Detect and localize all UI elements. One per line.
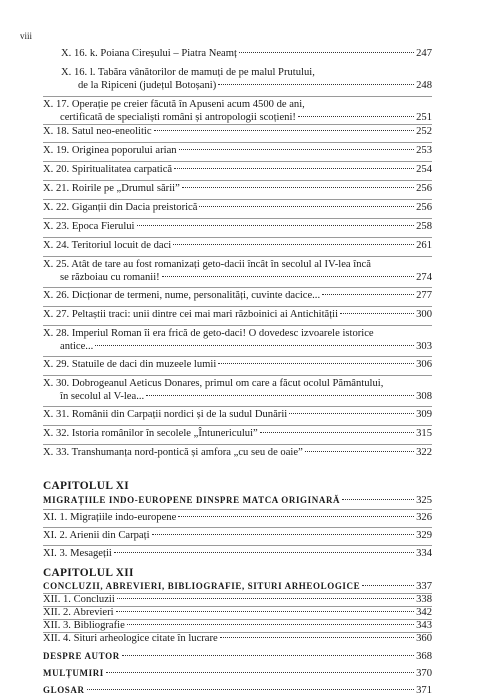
dot-leader bbox=[114, 552, 414, 553]
toc-entry-title: X. 19. Originea poporului arian bbox=[43, 145, 177, 156]
toc-entry-title: X. 32. Istoria românilor în secolele „Întunericului” bbox=[43, 428, 258, 439]
toc-entry-page: 360 bbox=[416, 633, 432, 644]
toc-entry-title: X. 27. Peltaștii traci: unii dintre cei mai mari războinici ai Antichității bbox=[43, 309, 339, 320]
page-number: viii bbox=[20, 31, 33, 41]
back-matter-entry[interactable] bbox=[43, 685, 432, 696]
toc-entry-page: 326 bbox=[416, 512, 432, 523]
toc-entry[interactable] bbox=[43, 607, 432, 620]
toc-entry-page: 368 bbox=[416, 651, 432, 662]
toc-entry-title: X. 29. Statuile de daci din muzeele lumii bbox=[43, 359, 217, 370]
toc-entry[interactable] bbox=[43, 594, 432, 607]
toc-entry[interactable] bbox=[43, 145, 432, 158]
chapter-heading[interactable] bbox=[43, 495, 432, 506]
chapter-heading[interactable] bbox=[43, 581, 432, 592]
dot-leader bbox=[322, 294, 414, 295]
dot-leader bbox=[174, 168, 414, 169]
toc-entry-page: 338 bbox=[416, 594, 432, 605]
toc-entry-page: 247 bbox=[416, 48, 432, 59]
toc-entry-title: X. 20. Spiritualitatea carpatică bbox=[43, 164, 173, 175]
dot-leader bbox=[342, 499, 414, 500]
divider bbox=[43, 444, 432, 445]
toc-entry[interactable] bbox=[43, 620, 432, 633]
dot-leader bbox=[122, 655, 414, 656]
toc-entry-page: 343 bbox=[416, 620, 432, 631]
toc-entry-page: 252 bbox=[416, 126, 432, 137]
toc-entry-page: 325 bbox=[416, 495, 432, 506]
divider bbox=[43, 425, 432, 426]
toc-entry-page: 309 bbox=[416, 409, 432, 420]
toc-entry-page: 370 bbox=[416, 668, 432, 679]
toc-entry-title-cont: în secolul al V-lea... bbox=[60, 390, 145, 402]
chapter-subtitle: MIGRAȚIILE INDO-EUROPENE DINSPRE MATCA ORIGINARĂ bbox=[43, 495, 341, 505]
toc-entry-title: XII. 1. Concluzii bbox=[43, 594, 115, 605]
dot-leader bbox=[340, 313, 414, 314]
toc-entry-page: 306 bbox=[416, 359, 432, 370]
dot-leader bbox=[260, 432, 414, 433]
toc-entry[interactable] bbox=[61, 48, 432, 61]
divider bbox=[43, 161, 432, 162]
toc-entry[interactable] bbox=[43, 512, 432, 525]
dot-leader bbox=[146, 395, 414, 396]
toc-entry-page: 274 bbox=[416, 271, 432, 283]
toc-entry-page: 258 bbox=[416, 221, 432, 232]
toc-entry-title: X. 25. Atât de tare au fost romanizați geto-dacii încât în secolul al IV-lea încă bbox=[43, 259, 371, 270]
toc-entry-title: X. 26. Dicționar de termeni, nume, personalități, cuvinte dacice... bbox=[43, 290, 321, 301]
dot-leader bbox=[305, 451, 414, 452]
divider bbox=[43, 527, 432, 528]
toc-entry[interactable] bbox=[43, 240, 432, 253]
divider bbox=[43, 142, 432, 143]
toc-entry-page: 337 bbox=[416, 581, 432, 592]
toc-entry-page: 254 bbox=[416, 164, 432, 175]
toc-entry-title: XII. 4. Situri arheologice citate în lucrare bbox=[43, 633, 218, 644]
toc-entry-title: X. 21. Roirile pe „Drumul sării” bbox=[43, 183, 180, 194]
section-title: MULȚUMIRI bbox=[43, 668, 104, 678]
toc-entry-page: 371 bbox=[416, 685, 432, 696]
divider bbox=[43, 306, 432, 307]
toc-entry-title: X. 16. k. Poiana Cireșului – Piatra Neamț bbox=[61, 48, 237, 59]
dot-leader bbox=[199, 206, 414, 207]
dot-leader bbox=[162, 276, 414, 277]
toc-entry[interactable] bbox=[43, 309, 432, 322]
divider bbox=[43, 375, 432, 376]
chapter-subtitle: CONCLUZII, ABREVIERI, BIBLIOGRAFIE, SITURI ARHEOLOGICE bbox=[43, 581, 361, 591]
toc-entry-title: X. 17. Operație pe creier făcută în Apuseni acum 4500 de ani, bbox=[43, 99, 305, 110]
toc-entry-title: XII. 3. Bibliografie bbox=[43, 620, 125, 631]
divider bbox=[43, 218, 432, 219]
back-matter-entry[interactable] bbox=[43, 668, 432, 679]
toc-entry[interactable] bbox=[43, 530, 432, 543]
toc-entry-page: 315 bbox=[416, 428, 432, 439]
dot-leader bbox=[182, 187, 414, 188]
dot-leader bbox=[137, 225, 415, 226]
dot-leader bbox=[127, 624, 414, 625]
toc-entry-page: 251 bbox=[416, 111, 432, 123]
divider bbox=[43, 124, 432, 125]
toc-entry-page: 329 bbox=[416, 530, 432, 541]
toc-entry[interactable] bbox=[43, 409, 432, 422]
section-title: DESPRE AUTOR bbox=[43, 651, 120, 661]
toc-entry-title: X. 18. Satul neo-eneolitic bbox=[43, 126, 152, 137]
dot-leader bbox=[116, 611, 415, 612]
toc-entry[interactable] bbox=[43, 428, 432, 441]
toc-entry-page: 300 bbox=[416, 309, 432, 320]
toc-entry-title: XI. 2. Arienii din Carpați bbox=[43, 530, 150, 541]
toc-entry-page: 256 bbox=[416, 202, 432, 213]
divider bbox=[43, 325, 432, 326]
dot-leader bbox=[152, 534, 415, 535]
toc-entry-title: XII. 2. Abrevieri bbox=[43, 607, 114, 618]
toc-entry-title: XI. 3. Mesageții bbox=[43, 548, 112, 559]
divider bbox=[43, 199, 432, 200]
toc-entry[interactable] bbox=[43, 99, 432, 125]
toc-entry[interactable] bbox=[43, 221, 432, 234]
section-title: GLOSAR bbox=[43, 685, 85, 695]
toc-entry[interactable] bbox=[43, 183, 432, 196]
toc-entry[interactable] bbox=[43, 164, 432, 177]
toc-entry-title: X. 28. Imperiul Roman îi era frică de geto-daci! O dovedesc izvoarele istorice bbox=[43, 328, 374, 339]
toc-entry-title-cont: antice... bbox=[60, 340, 94, 352]
toc-entry-page: 256 bbox=[416, 183, 432, 194]
toc-entry-title-cont: se războiau cu romanii! bbox=[60, 271, 160, 283]
dot-leader bbox=[289, 413, 414, 414]
toc-entry-title: X. 31. Românii din Carpații nordici și de la sudul Dunării bbox=[43, 409, 288, 420]
toc-entry-page: 303 bbox=[416, 340, 432, 352]
dot-leader bbox=[218, 84, 414, 85]
toc-entry-title: XI. 1. Migrațiile indo-europene bbox=[43, 512, 177, 523]
dot-leader bbox=[117, 598, 414, 599]
toc-entry-page: 253 bbox=[416, 145, 432, 156]
toc-entry-title-cont: de la Ripiceni (județul Botoșani) bbox=[78, 79, 217, 91]
toc-entry[interactable] bbox=[61, 67, 432, 93]
toc-entry-page: 322 bbox=[416, 447, 432, 458]
dot-leader bbox=[154, 130, 415, 131]
divider bbox=[43, 96, 432, 97]
toc-entry[interactable] bbox=[43, 290, 432, 303]
toc-entry[interactable] bbox=[43, 447, 432, 460]
dot-leader bbox=[362, 585, 414, 586]
divider bbox=[43, 287, 432, 288]
dot-leader bbox=[218, 363, 414, 364]
toc-entry[interactable] bbox=[43, 328, 432, 354]
toc-entry-page: 261 bbox=[416, 240, 432, 251]
dot-leader bbox=[106, 672, 414, 673]
toc-entry-page: 308 bbox=[416, 390, 432, 402]
toc-entry[interactable] bbox=[43, 548, 432, 561]
toc-entry[interactable] bbox=[43, 126, 432, 139]
toc-entry-title: X. 24. Teritoriul locuit de daci bbox=[43, 240, 172, 251]
divider bbox=[43, 256, 432, 257]
toc-entry[interactable] bbox=[43, 633, 432, 646]
toc-entry[interactable] bbox=[43, 202, 432, 215]
toc-entry-title-cont: certificată de specialiști români și antropologii scoțieni! bbox=[60, 111, 296, 123]
chapter-title: CAPITOLUL XI bbox=[43, 480, 129, 492]
dot-leader bbox=[87, 689, 415, 690]
toc-entry[interactable] bbox=[43, 378, 432, 404]
divider bbox=[43, 356, 432, 357]
divider bbox=[43, 180, 432, 181]
dot-leader bbox=[95, 345, 414, 346]
toc-entry-page: 277 bbox=[416, 290, 432, 301]
toc-entry-title: X. 23. Epoca Fierului bbox=[43, 221, 135, 232]
toc-entry-title: X. 16. l. Tabăra vânătorilor de mamuți de pe malul Prutului, bbox=[61, 67, 315, 78]
toc-entry-page: 248 bbox=[416, 79, 432, 91]
toc-entry-page: 342 bbox=[416, 607, 432, 618]
dot-leader bbox=[178, 516, 414, 517]
dot-leader bbox=[298, 116, 414, 117]
dot-leader bbox=[239, 52, 414, 53]
dot-leader bbox=[220, 637, 414, 638]
toc-entry-title: X. 30. Dobrogeanul Aeticus Donares, primul om care a făcut ocolul Pământului, bbox=[43, 378, 384, 389]
toc-entry-title: X. 22. Giganții din Dacia preistorică bbox=[43, 202, 198, 213]
divider bbox=[43, 237, 432, 238]
toc-entry-title: X. 33. Transhumanța nord-pontică și amfora „cu seu de oaie” bbox=[43, 447, 303, 458]
toc-entry-page: 334 bbox=[416, 548, 432, 559]
chapter-title: CAPITOLUL XII bbox=[43, 567, 134, 579]
divider bbox=[43, 545, 432, 546]
divider bbox=[43, 406, 432, 407]
back-matter-entry[interactable] bbox=[43, 651, 432, 662]
toc-entry[interactable] bbox=[43, 359, 432, 372]
dot-leader bbox=[173, 244, 414, 245]
divider bbox=[43, 509, 432, 510]
toc-entry[interactable] bbox=[43, 259, 432, 285]
dot-leader bbox=[179, 149, 415, 150]
